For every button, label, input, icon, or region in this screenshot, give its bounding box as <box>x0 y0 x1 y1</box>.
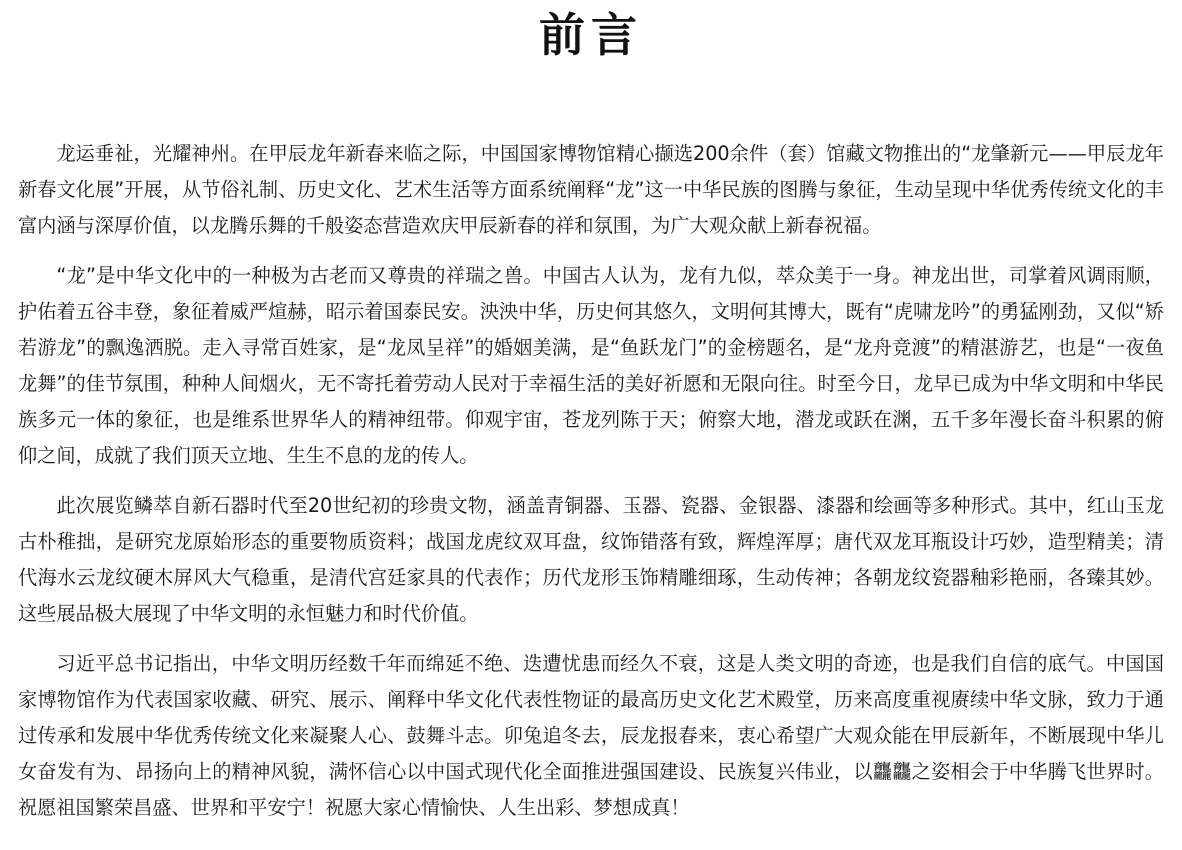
preface-body <box>18 136 1164 840</box>
paragraph-3: 此次展览鳞萃自新石器时代至20世纪初的珍贵文物，涵盖青铜器、玉器、瓷器、金银器、漆器和绘画等多种形式。其中，红山玉龙古朴稚拙，是研究龙原始形态的重要物质资料；战国龙虎纹双耳盘，纹饰错落有致，辉煌浑厚；唐代双龙耳瓶设计巧妙，造型精美；清代海水云龙纹硬木屏风大气稳重，是清代宫廷家具的代表作；历代龙形玉饰精雕细琢，生动传神；各朝龙纹瓷器釉彩艳丽，各臻其妙。这些展品极大展现了中华文明的永恒魅力和时代价值。 <box>18 494 1164 625</box>
paragraph-4: 习近平总书记指出，中华文明历经数千年而绵延不绝、迭遭忧患而经久不衰，这是人类文明的奇迹，也是我们自信的底气。中国国家博物馆作为代表国家收藏、研究、展示、阐释中华文化代表性物证的最高历史文化艺术殿堂，历来高度重视赓续中华文脉，致力于通过传承和发展中华优秀传统文化来凝聚人心、鼓舞斗志。卯兔追冬去，辰龙报春来，衷心希望广大观众能在甲辰新年，不断展现中华儿女奋发有为、昂扬向上的精神风貌，满怀信心以中国式现代化全面推进强国建设、民族复兴伟业，以龘龘之姿相会于中华腾飞世界时。祝愿祖国繁荣昌盛、世界和平安宁！祝愿大家心情愉快、人生出彩、梦想成真！ <box>18 652 1164 819</box>
page-title: 前言 <box>539 8 643 62</box>
paragraph-2: “龙”是中华文化中的一种极为古老而又尊贵的祥瑞之兽。中国古人认为，龙有九似，萃众美于一身。神龙出世，司掌着风调雨顺，护佑着五谷丰登，象征着威严煊赫，昭示着国泰民安。泱泱中华，历史何其悠久，文明何其博大，既有“虎啸龙吟”的勇猛刚劲，又似“矫若游龙”的飘逸洒脱。走入寻常百姓家，是“龙凤呈祥”的婚姻美满，是“鱼跃龙门”的金榜题名，是“龙舟竞渡”的精湛游艺，也是“一夜鱼龙舞”的佳节氛围，种种人间烟火，无不寄托着劳动人民对于幸福生活的美好祈愿和无限向往。时至今日，龙早已成为中华文明和中华民族多元一体的象征，也是维系世界华人的精神纽带。仰观宇宙，苍龙列陈于天；俯察大地，潜龙或跃在渊，五千多年漫长奋斗积累的俯仰之间，成就了我们顶天立地、生生不息的龙的传人。 <box>18 264 1164 467</box>
paragraph-1: 龙运垂祉，光耀神州。在甲辰龙年新春来临之际，中国国家博物馆精心撷选200余件（套）馆藏文物推出的“龙肇新元——甲辰龙年新春文化展”开展，从节俗礼制、历史文化、艺术生活等方面系统阐释“龙”这一中华民族的图腾与象征，生动呈现中华优秀传统文化的丰富内涵与深厚价值，以龙腾乐舞的千般姿态营造欢庆甲辰新春的祥和氛围，为广大观众献上新春祝福。 <box>18 142 1164 237</box>
